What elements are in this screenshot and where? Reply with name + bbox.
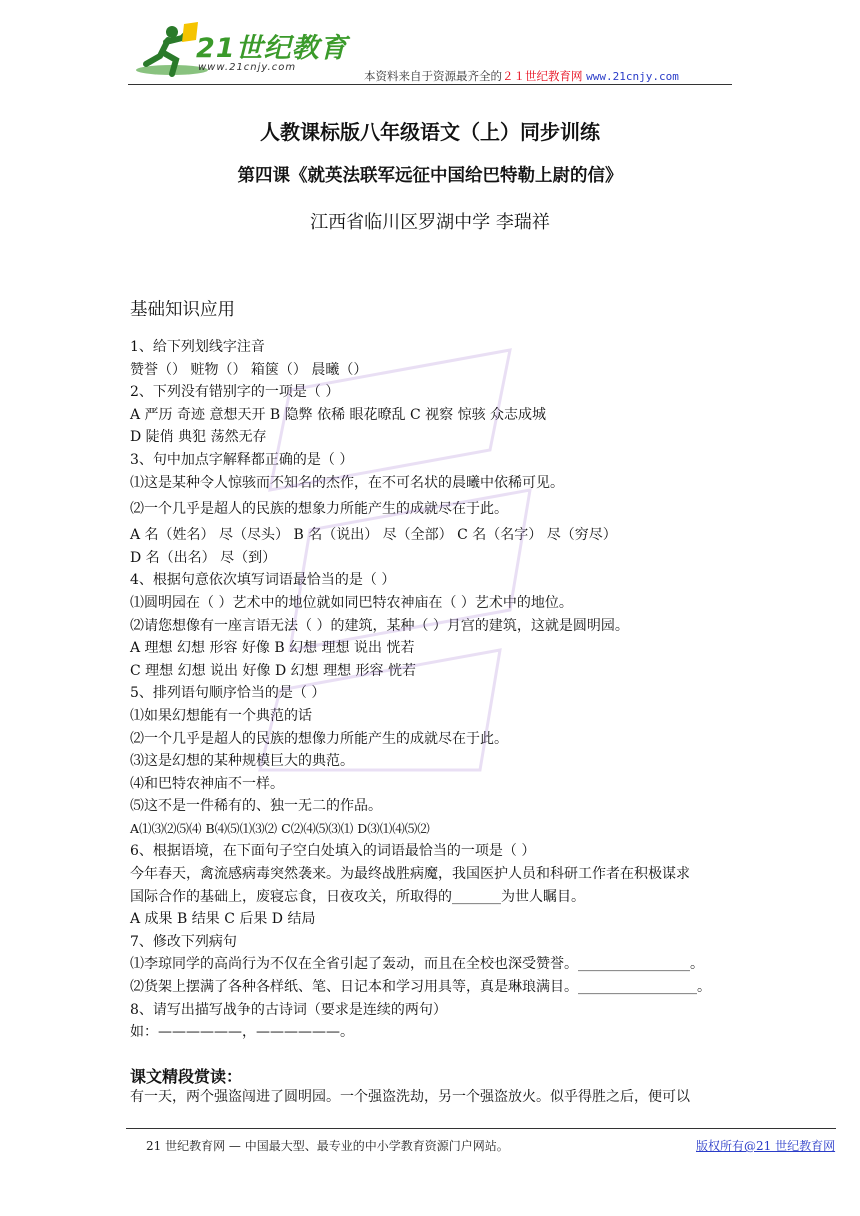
question-line: 赞誉（） 赃物（） 箱箧（） 晨曦（） bbox=[130, 361, 368, 378]
logo-url: www.21cnjy.com bbox=[198, 62, 297, 73]
question-line: ⑷和巴特农神庙不一样。 bbox=[130, 775, 284, 792]
page-footer bbox=[126, 1128, 836, 1153]
question-line: ⑴如果幻想能有一个典范的话 bbox=[130, 707, 312, 724]
question-line: C 理想 幻想 说出 好像 D 幻想 理想 形容 恍若 bbox=[130, 662, 416, 679]
question-line: 2、下列没有错别字的一项是（ ） bbox=[130, 384, 340, 401]
question-line: D 名（出名） 尽（到） bbox=[130, 549, 277, 566]
question-line: ⑴李琼同学的高尚行为不仅在全省引起了轰动，而且在全校也深受赞誉。________________。 bbox=[130, 956, 704, 973]
question-line: ⑴这是某种令人惊骇而不知名的杰作，在不可名状的晨曦中依稀可见。 bbox=[130, 474, 564, 491]
question-line: 4、根据句意依次填写词语最恰当的是（ ） bbox=[130, 572, 396, 589]
section-heading-reading: 课文精段赏读： bbox=[130, 1067, 243, 1086]
question-line: ⑶这是幻想的某种规模巨大的典范。 bbox=[130, 753, 354, 770]
reading-passage: 有一天，两个强盗闯进了圆明园。一个强盗洗劫，另一个强盗放火。似乎得胜之后，便可以 bbox=[130, 1089, 690, 1105]
question-line: A 成果 B 结果 C 后果 D 结局 bbox=[130, 911, 316, 928]
question-line: A⑴⑶⑵⑸⑷ B⑷⑸⑴⑶⑵ C⑵⑷⑸⑶⑴ D⑶⑴⑷⑸⑵ bbox=[130, 820, 430, 836]
document-title: 人教课标版八年级语文（上）同步训练 bbox=[260, 120, 600, 144]
question-line: 5、排列语句顺序恰当的是（ ） bbox=[130, 685, 326, 702]
question-line: 8、请写出描写战争的古诗词（要求是连续的两句） bbox=[130, 1001, 447, 1018]
header-note-site[interactable]: ２１世纪教育网 bbox=[502, 69, 583, 83]
section-heading-basics: 基础知识应用 bbox=[130, 300, 235, 320]
page-header bbox=[128, 18, 732, 85]
logo-text: 21世纪教育 bbox=[196, 33, 348, 64]
question-line: ⑵一个几乎是超人的民族的想象力所能产生的成就尽在于此。 bbox=[130, 501, 508, 518]
question-line: D 陡俏 典犯 荡然无存 bbox=[130, 429, 267, 446]
question-line: 3、句中加点字解释都正确的是（ ） bbox=[130, 451, 354, 468]
question-line: ⑸这不是一件稀有的、独一无二的作品。 bbox=[130, 798, 382, 815]
footer-copyright-link[interactable]: 版权所有@21 世纪教育网 bbox=[696, 1139, 836, 1153]
question-line: 6、根据语境，在下面句子空白处填入的词语最恰当的一项是（ ） bbox=[130, 843, 536, 860]
exercise-list bbox=[130, 336, 734, 1044]
header-note-url[interactable]: www.21cnjy.com bbox=[586, 70, 679, 83]
question-line: ⑴圆明园在（ ）艺术中的地位就如同巴特农神庙在（ ）艺术中的地位。 bbox=[130, 594, 573, 611]
lesson-title: 第四课《就英法联军远征中国给巴特勒上尉的信》 bbox=[237, 166, 623, 186]
question-line: A 名（姓名） 尽（尽头） B 名（说出） 尽（全部） C 名（名字） 尽（穷尽） bbox=[130, 527, 617, 544]
question-line: A 理想 幻想 形容 好像 B 幻想 理想 说出 恍若 bbox=[130, 640, 415, 657]
question-line: ⑵一个几乎是超人的民族的想像力所能产生的成就尽在于此。 bbox=[130, 730, 508, 747]
question-line: 今年春天，禽流感病毒突然袭来。为最终战胜病魔，我国医护人员和科研工作者在积极谋求 bbox=[130, 866, 690, 883]
author-line: 江西省临川区罗湖中学 李瑞祥 bbox=[310, 212, 550, 233]
question-line: ⑵货架上摆满了各种各样纸、笔、日记本和学习用具等，真是琳琅满目。_________________。 bbox=[130, 979, 711, 996]
question-line: 7、修改下列病句 bbox=[130, 933, 237, 950]
question-line: 国际合作的基础上，废寝忘食，日夜攻关，所取得的_______为世人瞩目。 bbox=[130, 888, 585, 905]
question-line: 1、给下列划线字注音 bbox=[130, 339, 265, 355]
header-note bbox=[364, 68, 679, 84]
header-note-prefix: 本资料来自于资源最齐全的 bbox=[364, 69, 502, 83]
question-line: 如：——————，——————。 bbox=[130, 1024, 354, 1041]
footer-text: 21 世纪教育网 — 中国最大型、最专业的中小学教育资源门户网站。 bbox=[146, 1139, 509, 1153]
question-line: A 严历 奇迹 意想天开 B 隐弊 依稀 眼花暸乱 C 视察 惊骇 众志成城 bbox=[130, 406, 547, 423]
question-line: ⑵请您想像有一座言语无法（ ）的建筑，某种（ ）月宫的建筑，这就是圆明园。 bbox=[130, 617, 629, 634]
